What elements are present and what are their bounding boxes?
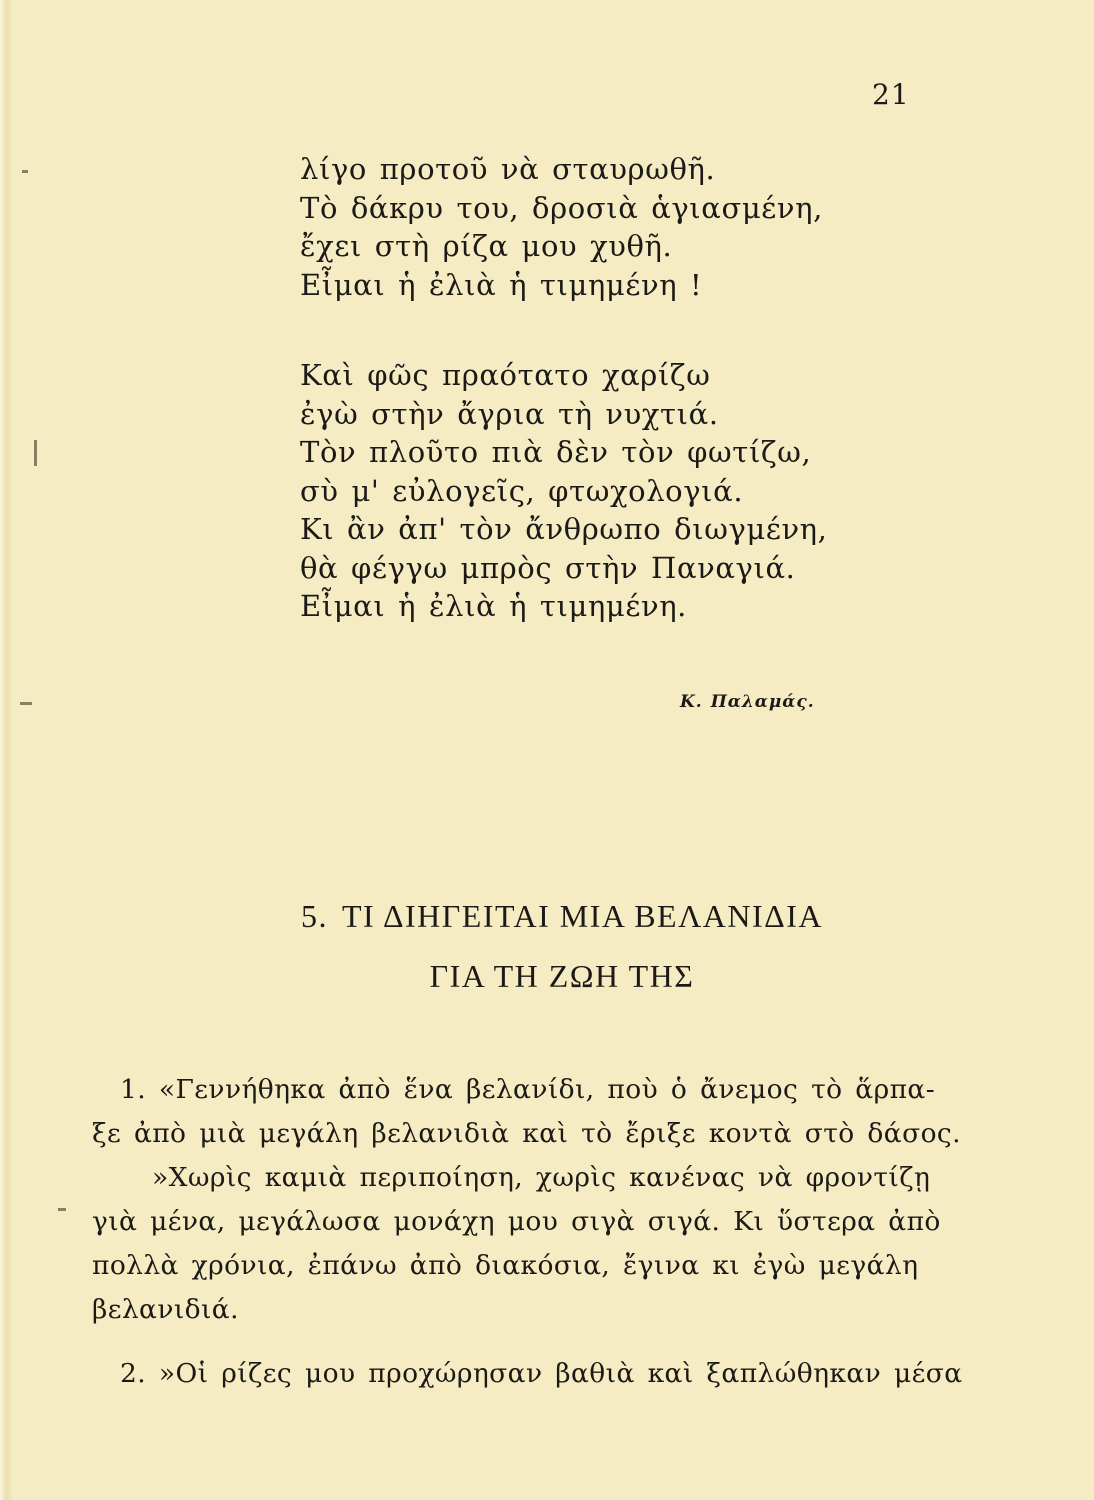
prose-line: ξε ἀπὸ μιὰ μεγάλη βελανιδιὰ καὶ τὸ ἔριξε κοντὰ στὸ δάσος. bbox=[92, 1118, 961, 1149]
verse-line: Καὶ φῶς πραότατο χαρίζω bbox=[300, 358, 711, 392]
prose-line: 2. »Οἱ ρίζες μου προχώρησαν βαθιὰ καὶ ξαπλώθηκαν μέσα bbox=[120, 1358, 963, 1389]
poem-signature bbox=[680, 692, 815, 712]
section-heading-continued bbox=[0, 958, 1094, 995]
margin-mark bbox=[20, 702, 32, 705]
margin-mark bbox=[22, 170, 28, 173]
margin-mark bbox=[34, 440, 37, 466]
signature-name: Παλαμάς. bbox=[710, 692, 815, 712]
section-title-line-1: ΤΙ ΔΙΗΓΕΙΤΑΙ ΜΙΑ ΒΕΛΑΝΙΔΙΑ bbox=[342, 898, 823, 934]
verse-line: Τὸν πλοῦτο πιὰ δὲν τὸν φωτίζω, bbox=[300, 435, 812, 469]
prose-line: πολλὰ χρόνια, ἐπάνω ἀπὸ διακόσια, ἔγινα κι ἐγὼ μεγάλη bbox=[92, 1250, 919, 1281]
section-heading bbox=[0, 898, 1094, 935]
prose-line: 1. «Γεννήθηκα ἀπὸ ἕνα βελανίδι, ποὺ ὁ ἄνεμος τὸ ἅρπα- bbox=[120, 1074, 936, 1105]
section-title-line-2: ΓΙΑ ΤΗ ΖΩΗ ΤΗΣ bbox=[429, 958, 695, 994]
prose-line: βελανιδιά. bbox=[92, 1294, 239, 1325]
prose-body bbox=[92, 1068, 962, 1332]
poem-stanza bbox=[300, 356, 827, 626]
prose-body bbox=[92, 1352, 962, 1396]
verse-line: θὰ φέγγω μπρὸς στὴν Παναγιά. bbox=[300, 550, 796, 585]
margin-mark bbox=[58, 1208, 66, 1211]
verse-line: Εἶμαι ἡ ἐλιὰ ἡ τιμημένη. bbox=[300, 589, 687, 623]
verse-line: Εἶμαι ἡ ἐλιὰ ἡ τιμημένη ! bbox=[300, 267, 703, 302]
verse-line: σὺ μ' εὐλογεῖς, φτωχολογιά. bbox=[300, 473, 744, 508]
verse-line: ἐγὼ στὴν ἄγρια τὴ νυχτιά. bbox=[300, 396, 719, 431]
page-left-edge bbox=[0, 0, 12, 1500]
verse-line: Τὸ δάκρυ του, δροσιὰ ἁγιασμένη, bbox=[300, 190, 823, 225]
signature-initial: Κ. bbox=[680, 692, 703, 712]
prose-line: γιὰ μένα, μεγάλωσα μονάχη μου σιγὰ σιγά. Κι ὕστερα ἀπὸ bbox=[92, 1206, 941, 1237]
verse-line: λίγο προτοῦ νὰ σταυρωθῆ. bbox=[300, 152, 716, 186]
verse-line: Κι ἂν ἀπ' τὸν ἄνθρωπο διωγμένη, bbox=[300, 512, 828, 546]
verse-line: ἔχει στὴ ρίζα μου χυθῆ. bbox=[300, 229, 673, 263]
page-number: 21 bbox=[872, 78, 910, 111]
poem-stanza bbox=[300, 150, 823, 304]
section-number: 5. bbox=[301, 898, 328, 934]
prose-line: »Χωρὶς καμιὰ περιποίηση, χωρὶς κανένας νὰ φροντίζῃ bbox=[152, 1162, 931, 1193]
